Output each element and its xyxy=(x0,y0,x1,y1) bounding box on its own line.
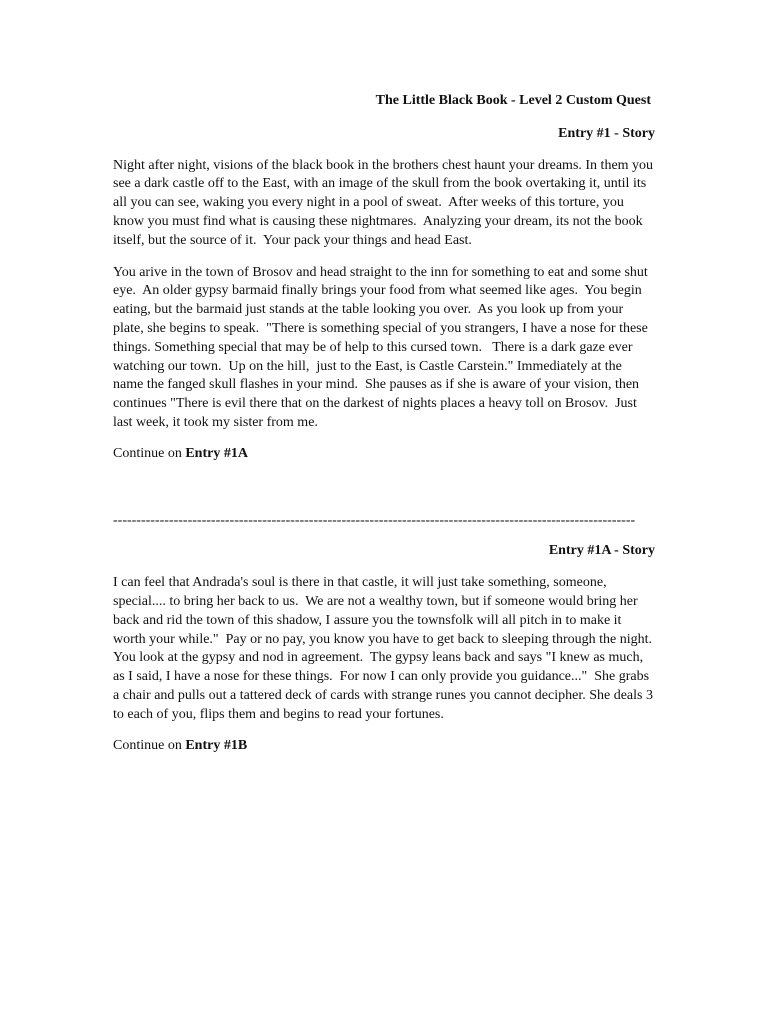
entry-1-paragraph-1: Night after night, visions of the black book in the brothers chest haunt your dreams. In them you see a dark castle off to the East, with an image of the skull from the book overtaking it, until its all you can see, waking you every night in a pool of sweat. After weeks of this torture, you know you must find what is causing these nightmares. Analyzing your dream, its not the book itself, but the source of it. Your pack your things and head East. xyxy=(113,157,657,248)
entry-1a-continue xyxy=(113,737,655,756)
section-divider: ---------------------------------------------------------------------------------------------------------------- xyxy=(113,512,636,528)
entry-1a-continue-target: Entry #1B xyxy=(185,737,248,753)
entry-1-continue-target: Entry #1A xyxy=(185,445,248,461)
entry-1-continue xyxy=(113,445,655,464)
entry-1-heading: Entry #1 - Story xyxy=(558,125,655,141)
entry-1a-paragraph-1: I can feel that Andrada's soul is there in that castle, it will just take something, someone, special.... to bring her back to us. We are not a wealthy town, but if someone would bring her back and rid the town of this shadow, I assure you the townsfolk will all pitch in to make it worth your while." Pay or no pay, you know you have to get back to sleeping through the night. You look at the gypsy and nod in agreement. The gypsy leans back and says "I knew as much, as I said, I have a nose for these things. For now I can only provide you guidance..." She grabs a chair and pulls out a tattered deck of cards with strange runes you cannot decipher. She deals 3 to each of you, flips them and begins to read your fortunes. xyxy=(113,575,659,722)
document-title: The Little Black Book - Level 2 Custom Quest xyxy=(375,93,651,108)
document-page xyxy=(113,92,659,755)
entry-1-continue-prefix: Continue on xyxy=(113,445,186,461)
entry-1-paragraph-2: You arive in the town of Brosov and head straight to the inn for something to eat and some shut eye. An older gypsy barmaid finally brings your food from what seemed like ages. You begin eating, but the barmaid just stands at the table looking you over. As you look up from your plate, she begins to speak. "There is something special of you strangers, I have a nose for these things. Something special that may be of help to this cursed town. There is a dark gaze ever watching our town. Up on the hill, just to the East, is Castle Carstein." Immediately at the name the fanged skull flashes in your mind. She pauses as if she is aware of your vision, then continues "There is evil there that on the darkest of nights places a heavy toll on Brosov. Just last week, it took my sister from me. xyxy=(113,264,652,430)
entry-1a-continue-prefix: Continue on xyxy=(113,737,186,753)
entry-1a-heading: Entry #1A - Story xyxy=(548,543,655,559)
